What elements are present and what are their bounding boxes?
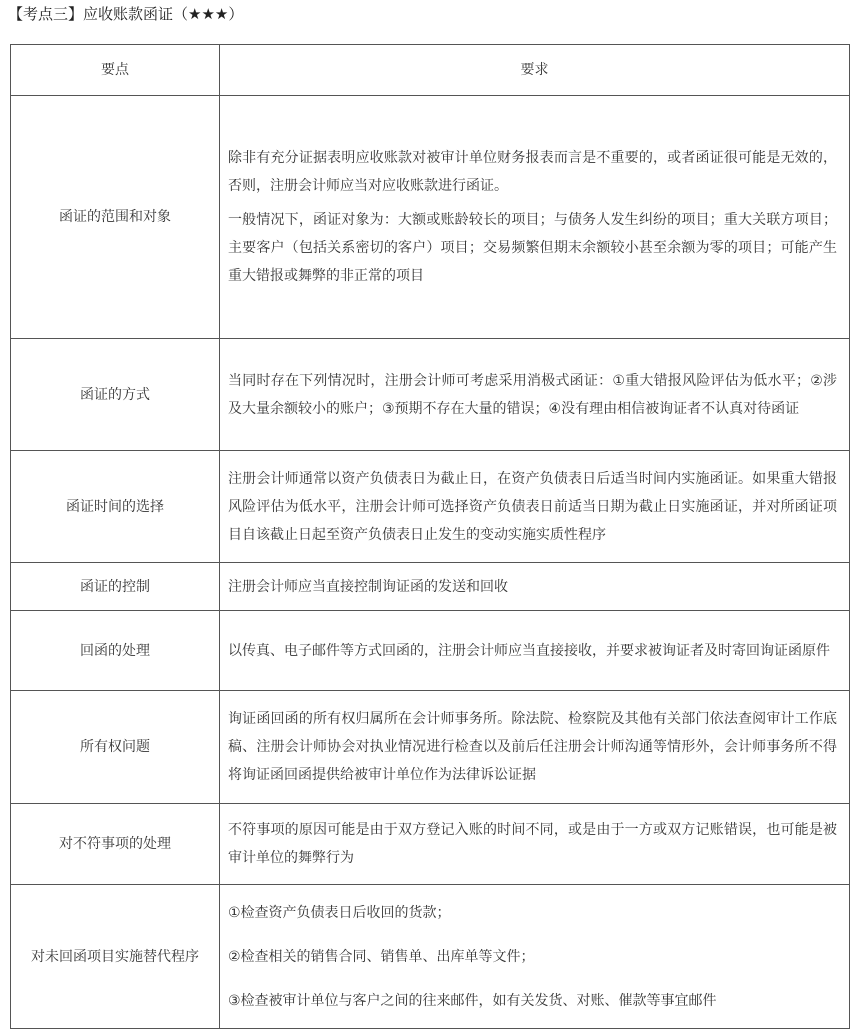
requirement-paragraph: 一般情况下，函证对象为：大额或账龄较长的项目；与债务人发生纠纷的项目；重大关联方项目；主要客户（包括关系密切的客户）项目；交易频繁但期末余额较小甚至余额为零的项目；可能产生重大错报或舞弊的非正常的项目 xyxy=(228,212,837,284)
row-key: 函证的方式 xyxy=(11,339,220,451)
table-row xyxy=(11,451,850,563)
row-key: 函证的控制 xyxy=(11,563,220,611)
content-table xyxy=(10,44,850,1029)
row-key: 函证的范围和对象 xyxy=(11,96,220,339)
row-requirement xyxy=(220,885,850,1029)
row-requirement xyxy=(220,451,850,563)
table-row xyxy=(11,96,850,339)
requirement-paragraph: 询证函回函的所有权归属所在会计师事务所。除法院、检察院及其他有关部门依法查阅审计工作底稿、注册会计师协会对执业情况进行检查以及前后任注册会计师沟通等情形外，会计师事务所不得将询证函回函提供给被审计单位作为法律诉讼证据 xyxy=(228,711,837,783)
requirement-paragraph: ③检查被审计单位与客户之间的往来邮件，如有关发货、对账、催款等事宜邮件 xyxy=(228,992,717,1009)
requirement-paragraph: 除非有充分证据表明应收账款对被审计单位财务报表而言是不重要的，或者函证很可能是无效的，否则，注册会计师应当对应收账款进行函证。 xyxy=(228,150,837,194)
table-row xyxy=(11,804,850,885)
table-header-row xyxy=(11,45,850,96)
table-row xyxy=(11,885,850,1029)
row-key: 所有权问题 xyxy=(11,691,220,804)
row-requirement xyxy=(220,611,850,691)
requirement-paragraph: 以传真、电子邮件等方式回函的，注册会计师应当直接接收，并要求被询证者及时寄回询证函原件 xyxy=(228,642,830,659)
table-row xyxy=(11,611,850,691)
table-row xyxy=(11,563,850,611)
row-requirement xyxy=(220,691,850,804)
row-key: 对未回函项目实施替代程序 xyxy=(11,885,220,1029)
requirement-paragraph: 当同时存在下列情况时，注册会计师可考虑采用消极式函证：①重大错报风险评估为低水平；②涉及大量余额较小的账户；③预期不存在大量的错误；④没有理由相信被询证者不认真对待函证 xyxy=(228,372,837,417)
requirement-paragraph: ②检查相关的销售合同、销售单、出库单等文件； xyxy=(228,948,535,965)
table-row xyxy=(11,691,850,804)
column-header-key: 要点 xyxy=(11,45,220,96)
row-requirement xyxy=(220,804,850,885)
column-header-requirement: 要求 xyxy=(220,45,850,96)
requirement-paragraph: 注册会计师应当直接控制询证函的发送和回收 xyxy=(228,578,508,595)
row-key: 对不符事项的处理 xyxy=(11,804,220,885)
table-row xyxy=(11,339,850,451)
row-key: 回函的处理 xyxy=(11,611,220,691)
row-requirement xyxy=(220,339,850,451)
row-requirement xyxy=(220,96,850,339)
requirement-paragraph: 不符事项的原因可能是由于双方登记入账的时间不同，或是由于一方或双方记账错误，也可能是被审计单位的舞弊行为 xyxy=(228,822,837,866)
row-requirement xyxy=(220,563,850,611)
page-title: 【考点三】应收账款函证（★★★） xyxy=(8,5,244,23)
requirement-paragraph: ①检查资产负债表日后收回的货款； xyxy=(228,904,451,921)
row-key: 函证时间的选择 xyxy=(11,451,220,563)
requirement-paragraph: 注册会计师通常以资产负债表日为截止日，在资产负债表日后适当时间内实施函证。如果重大错报风险评估为低水平，注册会计师可选择资产负债表日前适当日期为截止日实施函证，并对所函证项目自该截止日起至资产负债表日止发生的变动实施实质性程序 xyxy=(228,470,837,543)
